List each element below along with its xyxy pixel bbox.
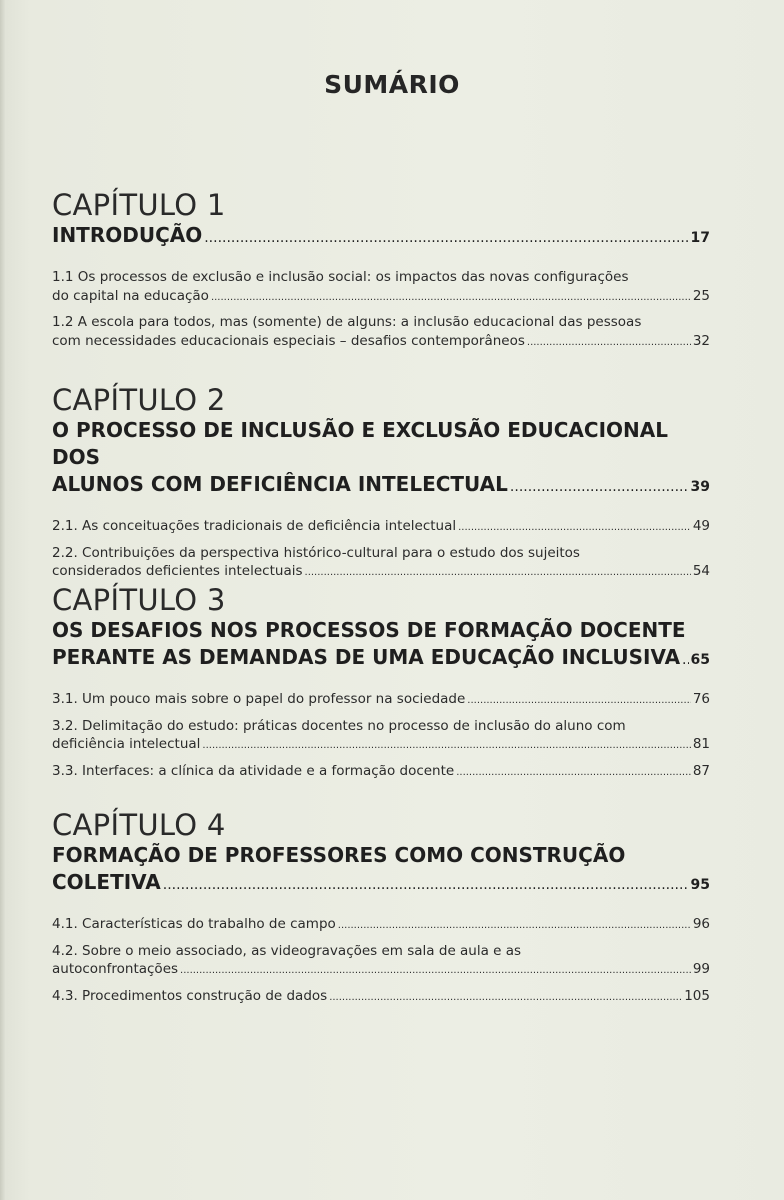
entry-text-last: 4.3. Procedimentos construção de dados xyxy=(52,987,328,1004)
leader-dots xyxy=(682,647,688,674)
chapter-2 xyxy=(52,383,710,583)
page-number: 87 xyxy=(692,762,710,779)
toc-entry[interactable] xyxy=(52,517,710,538)
leader-dots xyxy=(510,474,689,501)
chapter-title: COLETIVA xyxy=(52,870,161,894)
leader-dots xyxy=(458,519,691,538)
page-number: 105 xyxy=(684,987,710,1004)
entry-text: 2.2. Contribuições da perspectiva histórico-cultural para o estudo dos sujeitos xyxy=(52,544,580,561)
entry-text-last: 3.3. Interfaces: a clínica da atividade e a formação docente xyxy=(52,762,455,779)
leader-dots xyxy=(467,692,691,711)
entry-text-last: 3.1. Um pouco mais sobre o papel do professor na sociedade xyxy=(52,691,466,707)
page-number: 95 xyxy=(690,877,710,893)
entry-text: 3.2. Delimitação do estudo: práticas docentes no processo de inclusão do aluno com xyxy=(52,717,626,734)
chapter-label: CAPÍTULO 2 xyxy=(52,383,226,417)
leader-dots xyxy=(456,764,691,783)
page-number: 65 xyxy=(690,652,710,668)
chapter-label: CAPÍTULO 3 xyxy=(52,583,226,617)
page-number: 81 xyxy=(692,736,710,752)
toc-entry[interactable] xyxy=(52,313,710,352)
chapter-title: INTRODUÇÃO xyxy=(52,223,203,247)
page-number: 99 xyxy=(692,961,710,977)
toc-entry[interactable] xyxy=(52,987,710,1008)
toc-entry[interactable] xyxy=(52,762,710,783)
chapter-4 xyxy=(52,808,710,1007)
toc-entry[interactable] xyxy=(52,942,710,981)
chapter-title-line[interactable] xyxy=(52,869,710,899)
page-number: 25 xyxy=(692,287,710,304)
toc-entry[interactable] xyxy=(52,690,710,711)
page-title: SUMÁRIO xyxy=(324,70,460,99)
leader-dots xyxy=(211,289,691,308)
chapter-title-first-line: O PROCESSO DE INCLUSÃO E EXCLUSÃO EDUCACIONAL DOS xyxy=(52,418,668,469)
page-number: 76 xyxy=(692,691,710,707)
toc-entry[interactable] xyxy=(52,268,710,307)
entry-text-last: autoconfrontações xyxy=(52,961,179,977)
toc-entry[interactable] xyxy=(52,717,710,756)
entry-text-last: 4.1. Características do trabalho de campo xyxy=(52,916,336,932)
entry-text: 4.2. Sobre o meio associado, as videogravações em sala de aula e as xyxy=(52,942,522,959)
chapter-label: CAPÍTULO 4 xyxy=(52,808,226,842)
page-number: 32 xyxy=(692,332,710,349)
entry-text-last: do capital na educação xyxy=(52,287,209,304)
chapter-3 xyxy=(52,583,710,782)
page-spine-edge xyxy=(0,0,6,1200)
leader-dots xyxy=(163,872,689,899)
entry-text-last: deficiência intelectual xyxy=(52,736,201,752)
page-number: 17 xyxy=(690,230,710,246)
page-number: 54 xyxy=(692,563,710,579)
page-number: 49 xyxy=(692,518,710,534)
chapter-title: PERANTE AS DEMANDAS DE UMA EDUCAÇÃO INCLUSIVA xyxy=(52,645,681,669)
chapter-1 xyxy=(52,188,710,352)
entry-text-last: com necessidades educacionais especiais – desafios contemporâneos xyxy=(52,332,525,349)
toc-entry[interactable] xyxy=(52,544,710,583)
leader-dots xyxy=(202,737,690,756)
leader-dots xyxy=(527,334,691,353)
leader-dots xyxy=(204,225,688,252)
chapter-title: ALUNOS COM DEFICIÊNCIA INTELECTUAL xyxy=(52,472,508,496)
leader-dots xyxy=(305,564,691,583)
toc-entry[interactable] xyxy=(52,915,710,936)
chapter-title-first-line: FORMAÇÃO DE PROFESSORES COMO CONSTRUÇÃO xyxy=(52,843,626,867)
entry-text: 1.2 A escola para todos, mas (somente) de alguns: a inclusão educacional das pessoas xyxy=(52,314,642,330)
page-number: 39 xyxy=(690,479,710,495)
entry-text-last: 2.1. As conceituações tradicionais de deficiência intelectual xyxy=(52,518,457,534)
chapter-title-line[interactable] xyxy=(52,471,710,501)
chapter-title-line[interactable] xyxy=(52,222,710,252)
chapter-title-first-line: OS DESAFIOS NOS PROCESSOS DE FORMAÇÃO DOCENTE xyxy=(52,618,686,642)
chapter-title-line[interactable] xyxy=(52,644,710,674)
page-number: 96 xyxy=(692,916,710,932)
chapter-label: CAPÍTULO 1 xyxy=(52,188,226,222)
entry-text-last: considerados deficientes intelectuais xyxy=(52,563,303,579)
leader-dots xyxy=(180,962,691,981)
leader-dots xyxy=(338,917,691,936)
entry-text: 1.1 Os processos de exclusão e inclusão social: os impactos das novas configurações xyxy=(52,269,629,285)
leader-dots xyxy=(329,989,682,1008)
